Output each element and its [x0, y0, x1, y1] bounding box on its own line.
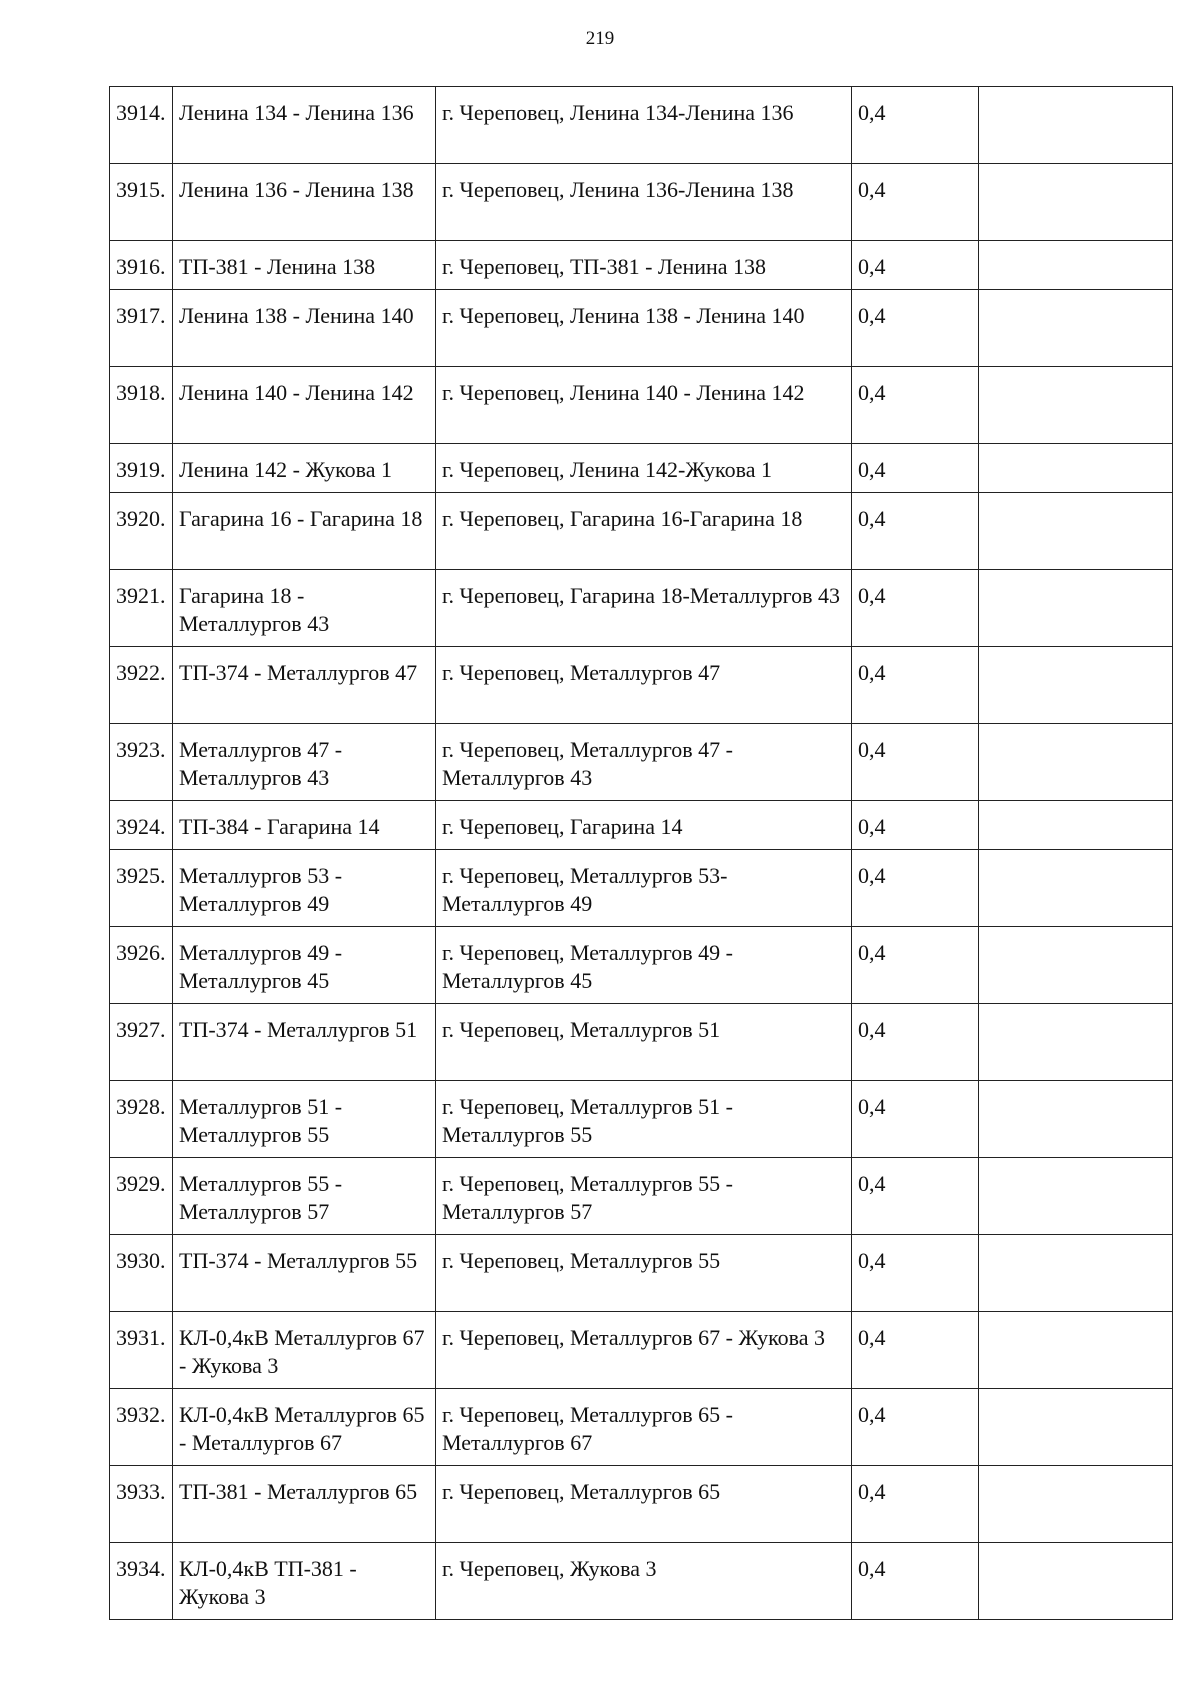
object-address: г. Череповец, Металлургов 55 - Металлургов 57 [436, 1158, 852, 1235]
voltage-value: 0,4 [852, 1389, 979, 1466]
object-address: г. Череповец, ТП-381 - Ленина 138 [436, 241, 852, 290]
row-number: 3922. [110, 647, 173, 724]
table-row [110, 1466, 1173, 1543]
voltage-value: 0,4 [852, 927, 979, 1004]
voltage-value: 0,4 [852, 444, 979, 493]
table-row [110, 87, 1173, 164]
empty-cell [979, 87, 1173, 164]
object-address: г. Череповец, Металлургов 53-Металлургов 49 [436, 850, 852, 927]
table-row [110, 1004, 1173, 1081]
row-number: 3917. [110, 290, 173, 367]
object-address: г. Череповец, Ленина 134-Ленина 136 [436, 87, 852, 164]
object-name: ТП-374 - Металлургов 47 [173, 647, 436, 724]
table-row [110, 647, 1173, 724]
table-row [110, 1312, 1173, 1389]
empty-cell [979, 493, 1173, 570]
empty-cell [979, 444, 1173, 493]
object-address: г. Череповец, Гагарина 16-Гагарина 18 [436, 493, 852, 570]
empty-cell [979, 241, 1173, 290]
voltage-value: 0,4 [852, 1312, 979, 1389]
empty-cell [979, 290, 1173, 367]
empty-cell [979, 801, 1173, 850]
object-address: г. Череповец, Жукова 3 [436, 1543, 852, 1620]
object-name: Ленина 136 - Ленина 138 [173, 164, 436, 241]
object-name: Металлургов 53 - Металлургов 49 [173, 850, 436, 927]
object-name: Гагарина 18 - Металлургов 43 [173, 570, 436, 647]
table-row [110, 1158, 1173, 1235]
object-name: Металлургов 51 - Металлургов 55 [173, 1081, 436, 1158]
voltage-value: 0,4 [852, 1543, 979, 1620]
table-row [110, 724, 1173, 801]
empty-cell [979, 927, 1173, 1004]
object-address: г. Череповец, Металлургов 47 [436, 647, 852, 724]
table-row [110, 1389, 1173, 1466]
voltage-value: 0,4 [852, 367, 979, 444]
voltage-value: 0,4 [852, 164, 979, 241]
voltage-value: 0,4 [852, 1081, 979, 1158]
table-row [110, 164, 1173, 241]
voltage-value: 0,4 [852, 1158, 979, 1235]
row-number: 3926. [110, 927, 173, 1004]
table-row [110, 927, 1173, 1004]
row-number: 3918. [110, 367, 173, 444]
empty-cell [979, 367, 1173, 444]
object-name: ТП-374 - Металлургов 55 [173, 1235, 436, 1312]
row-number: 3920. [110, 493, 173, 570]
object-name: ТП-381 - Металлургов 65 [173, 1466, 436, 1543]
object-address: г. Череповец, Металлургов 51 - Металлургов 55 [436, 1081, 852, 1158]
object-address: г. Череповец, Металлургов 47 - Металлургов 43 [436, 724, 852, 801]
object-address: г. Череповец, Ленина 136-Ленина 138 [436, 164, 852, 241]
object-address: г. Череповец, Металлургов 55 [436, 1235, 852, 1312]
object-name: ТП-384 - Гагарина 14 [173, 801, 436, 850]
table-row [110, 1543, 1173, 1620]
row-number: 3915. [110, 164, 173, 241]
object-address: г. Череповец, Металлургов 65 - Металлургов 67 [436, 1389, 852, 1466]
empty-cell [979, 1389, 1173, 1466]
empty-cell [979, 1466, 1173, 1543]
table-row [110, 241, 1173, 290]
voltage-value: 0,4 [852, 570, 979, 647]
page-number: 219 [585, 28, 615, 49]
empty-cell [979, 850, 1173, 927]
table-row [110, 570, 1173, 647]
object-name: КЛ-0,4кВ ТП-381 - Жукова 3 [173, 1543, 436, 1620]
voltage-value: 0,4 [852, 724, 979, 801]
voltage-value: 0,4 [852, 801, 979, 850]
row-number: 3931. [110, 1312, 173, 1389]
object-address: г. Череповец, Ленина 140 - Ленина 142 [436, 367, 852, 444]
object-name: КЛ-0,4кВ Металлургов 65 - Металлургов 67 [173, 1389, 436, 1466]
voltage-value: 0,4 [852, 1466, 979, 1543]
object-name: Металлургов 55 - Металлургов 57 [173, 1158, 436, 1235]
voltage-value: 0,4 [852, 290, 979, 367]
object-name: Ленина 138 - Ленина 140 [173, 290, 436, 367]
row-number: 3914. [110, 87, 173, 164]
object-address: г. Череповец, Гагарина 18-Металлургов 43 [436, 570, 852, 647]
row-number: 3933. [110, 1466, 173, 1543]
object-name: КЛ-0,4кВ Металлургов 67 - Жукова 3 [173, 1312, 436, 1389]
voltage-value: 0,4 [852, 241, 979, 290]
row-number: 3916. [110, 241, 173, 290]
object-address: г. Череповец, Ленина 138 - Ленина 140 [436, 290, 852, 367]
object-name: Металлургов 47 - Металлургов 43 [173, 724, 436, 801]
object-name: Ленина 142 - Жукова 1 [173, 444, 436, 493]
object-address: г. Череповец, Металлургов 67 - Жукова 3 [436, 1312, 852, 1389]
table-row [110, 850, 1173, 927]
row-number: 3930. [110, 1235, 173, 1312]
voltage-value: 0,4 [852, 647, 979, 724]
table-row [110, 367, 1173, 444]
empty-cell [979, 1235, 1173, 1312]
voltage-value: 0,4 [852, 87, 979, 164]
object-name: ТП-374 - Металлургов 51 [173, 1004, 436, 1081]
object-name: ТП-381 - Ленина 138 [173, 241, 436, 290]
object-address: г. Череповец, Металлургов 49 - Металлургов 45 [436, 927, 852, 1004]
table-row [110, 1235, 1173, 1312]
object-name: Гагарина 16 - Гагарина 18 [173, 493, 436, 570]
object-address: г. Череповец, Ленина 142-Жукова 1 [436, 444, 852, 493]
object-name: Ленина 134 - Ленина 136 [173, 87, 436, 164]
empty-cell [979, 724, 1173, 801]
row-number: 3919. [110, 444, 173, 493]
table-row [110, 801, 1173, 850]
object-address: г. Череповец, Металлургов 51 [436, 1004, 852, 1081]
empty-cell [979, 647, 1173, 724]
empty-cell [979, 1543, 1173, 1620]
empty-cell [979, 1158, 1173, 1235]
empty-cell [979, 1081, 1173, 1158]
table-row [110, 493, 1173, 570]
voltage-value: 0,4 [852, 493, 979, 570]
table-row [110, 444, 1173, 493]
row-number: 3927. [110, 1004, 173, 1081]
row-number: 3921. [110, 570, 173, 647]
voltage-value: 0,4 [852, 850, 979, 927]
object-name: Металлургов 49 - Металлургов 45 [173, 927, 436, 1004]
object-address: г. Череповец, Металлургов 65 [436, 1466, 852, 1543]
empty-cell [979, 1004, 1173, 1081]
row-number: 3928. [110, 1081, 173, 1158]
object-address: г. Череповец, Гагарина 14 [436, 801, 852, 850]
voltage-value: 0,4 [852, 1004, 979, 1081]
table-row [110, 1081, 1173, 1158]
empty-cell [979, 164, 1173, 241]
object-name: Ленина 140 - Ленина 142 [173, 367, 436, 444]
voltage-value: 0,4 [852, 1235, 979, 1312]
row-number: 3929. [110, 1158, 173, 1235]
row-number: 3932. [110, 1389, 173, 1466]
table-row [110, 290, 1173, 367]
empty-cell [979, 570, 1173, 647]
row-number: 3934. [110, 1543, 173, 1620]
empty-cell [979, 1312, 1173, 1389]
row-number: 3923. [110, 724, 173, 801]
row-number: 3925. [110, 850, 173, 927]
registry-table [109, 86, 1173, 1620]
row-number: 3924. [110, 801, 173, 850]
